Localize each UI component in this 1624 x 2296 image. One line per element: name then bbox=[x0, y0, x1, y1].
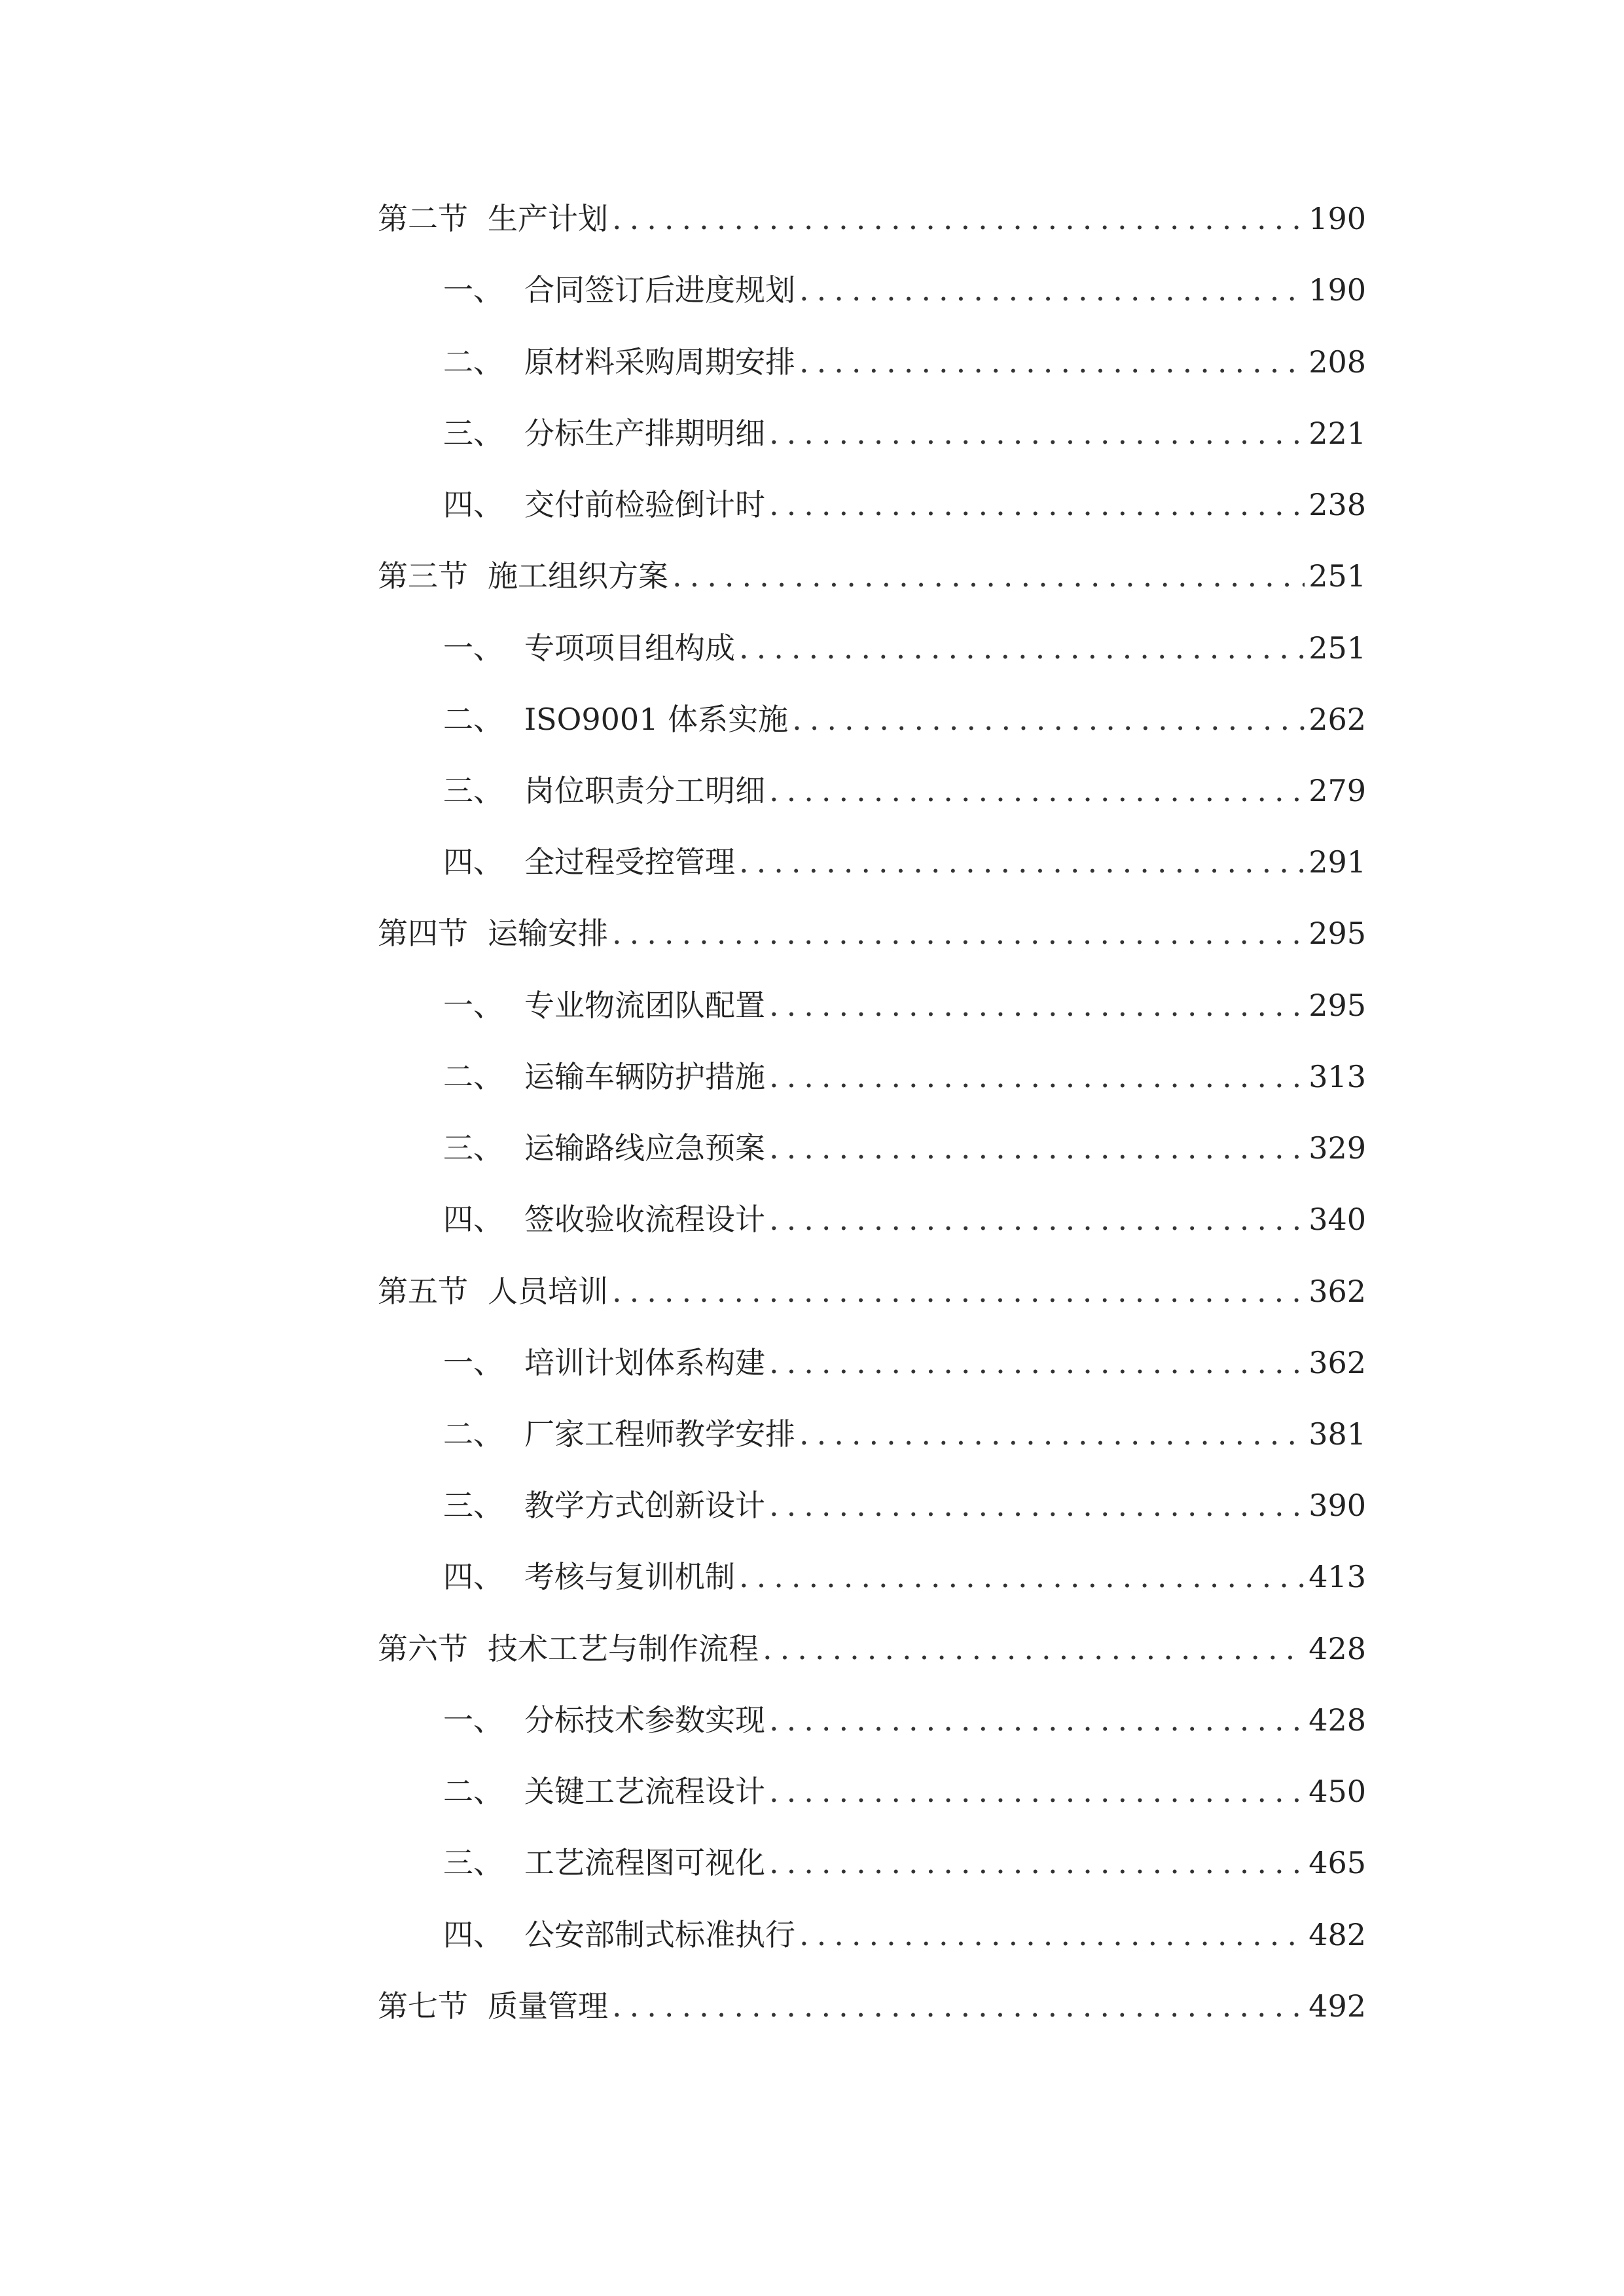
page-number: 362 bbox=[1308, 1345, 1366, 1380]
toc-subsection-entry[interactable] bbox=[443, 694, 1366, 744]
entry-title: 运输安排 bbox=[488, 916, 608, 951]
toc-subsection-entry[interactable] bbox=[443, 480, 1366, 529]
page-number: 362 bbox=[1308, 1274, 1366, 1309]
toc-subsection-entry[interactable] bbox=[443, 408, 1366, 458]
dot-leader bbox=[612, 1266, 1305, 1316]
entry-title: 施工组织方案 bbox=[488, 558, 668, 594]
subsection-number: 四、 bbox=[443, 487, 503, 522]
dot-leader bbox=[612, 908, 1305, 958]
page-number: 262 bbox=[1308, 702, 1366, 737]
entry-title: 全过程受控管理 bbox=[524, 844, 735, 880]
page-number: 465 bbox=[1308, 1845, 1366, 1880]
page-number: 251 bbox=[1308, 630, 1366, 666]
dot-leader bbox=[769, 1052, 1305, 1102]
entry-title: 质量管理 bbox=[488, 1988, 608, 2024]
subsection-number: 二、 bbox=[443, 1416, 503, 1452]
section-number: 第三节 bbox=[378, 558, 468, 594]
dot-leader bbox=[799, 265, 1305, 315]
toc-section-entry[interactable] bbox=[378, 194, 1366, 243]
toc-subsection-entry[interactable] bbox=[443, 1052, 1366, 1102]
page-number: 329 bbox=[1308, 1130, 1366, 1166]
dot-leader bbox=[612, 194, 1305, 243]
entry-title: 分标生产排期明细 bbox=[524, 416, 765, 451]
entry-title: 公安部制式标准执行 bbox=[524, 1917, 795, 1952]
section-number: 第七节 bbox=[378, 1988, 468, 2024]
subsection-number: 一、 bbox=[443, 1702, 503, 1738]
toc-subsection-entry[interactable] bbox=[443, 1480, 1366, 1530]
page-number: 190 bbox=[1308, 201, 1366, 236]
toc-section-entry[interactable] bbox=[378, 1266, 1366, 1316]
section-number: 第二节 bbox=[378, 201, 468, 236]
page-number: 295 bbox=[1308, 916, 1366, 951]
subsection-number: 三、 bbox=[443, 1130, 503, 1166]
toc-subsection-entry[interactable] bbox=[443, 766, 1366, 816]
toc-subsection-entry[interactable] bbox=[443, 1409, 1366, 1459]
entry-title: 关键工艺流程设计 bbox=[524, 1774, 765, 1809]
subsection-number: 一、 bbox=[443, 272, 503, 308]
entry-title: 运输车辆防护措施 bbox=[524, 1059, 765, 1094]
page-number: 428 bbox=[1308, 1631, 1366, 1666]
page-number: 221 bbox=[1308, 416, 1366, 451]
subsection-number: 三、 bbox=[443, 1488, 503, 1523]
toc-section-entry[interactable] bbox=[378, 1624, 1366, 1674]
toc-subsection-entry[interactable] bbox=[443, 980, 1366, 1030]
page-number: 428 bbox=[1308, 1702, 1366, 1738]
dot-leader bbox=[763, 1624, 1305, 1674]
section-number: 第五节 bbox=[378, 1274, 468, 1309]
subsection-number: 三、 bbox=[443, 773, 503, 808]
page-number: 238 bbox=[1308, 487, 1366, 522]
page-number: 340 bbox=[1308, 1202, 1366, 1237]
dot-leader bbox=[799, 337, 1305, 387]
page-number: 482 bbox=[1308, 1917, 1366, 1952]
entry-title: 教学方式创新设计 bbox=[524, 1488, 765, 1523]
toc-subsection-entry[interactable] bbox=[443, 337, 1366, 387]
toc-subsection-entry[interactable] bbox=[443, 837, 1366, 887]
dot-leader bbox=[799, 1910, 1305, 1960]
page-number: 190 bbox=[1308, 272, 1366, 308]
dot-leader bbox=[769, 1123, 1305, 1173]
subsection-number: 一、 bbox=[443, 1345, 503, 1380]
page-number: 492 bbox=[1308, 1988, 1366, 2024]
toc-subsection-entry[interactable] bbox=[443, 623, 1366, 673]
subsection-number: 四、 bbox=[443, 1559, 503, 1594]
entry-title: 岗位职责分工明细 bbox=[524, 773, 765, 808]
entry-title: 签收验收流程设计 bbox=[524, 1202, 765, 1237]
subsection-number: 四、 bbox=[443, 1917, 503, 1952]
toc-section-entry[interactable] bbox=[378, 1981, 1366, 2031]
toc-subsection-entry[interactable] bbox=[443, 1910, 1366, 1960]
entry-title: 专业物流团队配置 bbox=[524, 988, 765, 1023]
dot-leader bbox=[769, 1480, 1305, 1530]
subsection-number: 二、 bbox=[443, 1059, 503, 1094]
subsection-number: 二、 bbox=[443, 344, 503, 380]
page-number: 251 bbox=[1308, 558, 1366, 594]
dot-leader bbox=[672, 551, 1305, 601]
subsection-number: 四、 bbox=[443, 844, 503, 880]
toc-subsection-entry[interactable] bbox=[443, 1123, 1366, 1173]
page-number: 381 bbox=[1308, 1416, 1366, 1452]
toc-section-entry[interactable] bbox=[378, 551, 1366, 601]
dot-leader bbox=[769, 1194, 1305, 1244]
subsection-number: 一、 bbox=[443, 988, 503, 1023]
page-number: 291 bbox=[1308, 844, 1366, 880]
entry-title: 生产计划 bbox=[488, 201, 608, 236]
dot-leader bbox=[612, 1981, 1305, 2031]
entry-title: 交付前检验倒计时 bbox=[524, 487, 765, 522]
toc-subsection-entry[interactable] bbox=[443, 1552, 1366, 1602]
toc-subsection-entry[interactable] bbox=[443, 1338, 1366, 1388]
entry-title: 考核与复训机制 bbox=[524, 1559, 735, 1594]
entry-title: 专项项目组构成 bbox=[524, 630, 735, 666]
entry-title: 人员培训 bbox=[488, 1274, 608, 1309]
page-number: 390 bbox=[1308, 1488, 1366, 1523]
entry-title: 原材料采购周期安排 bbox=[524, 344, 795, 380]
dot-leader bbox=[769, 1767, 1305, 1816]
dot-leader bbox=[769, 1838, 1305, 1888]
dot-leader bbox=[769, 408, 1305, 458]
dot-leader bbox=[799, 1409, 1305, 1459]
page-number: 208 bbox=[1308, 344, 1366, 380]
dot-leader bbox=[739, 837, 1305, 887]
dot-leader bbox=[739, 1552, 1305, 1602]
subsection-number: 一、 bbox=[443, 630, 503, 666]
entry-title: ISO9001 体系实施 bbox=[524, 702, 789, 737]
dot-leader bbox=[769, 980, 1305, 1030]
dot-leader bbox=[769, 480, 1305, 529]
toc-subsection-entry[interactable] bbox=[443, 1838, 1366, 1888]
toc-section-entry[interactable] bbox=[378, 908, 1366, 958]
dot-leader bbox=[769, 766, 1305, 816]
entry-title: 运输路线应急预案 bbox=[524, 1130, 765, 1166]
entry-title: 培训计划体系构建 bbox=[524, 1345, 765, 1380]
page-number: 313 bbox=[1308, 1059, 1366, 1094]
entry-title: 工艺流程图可视化 bbox=[524, 1845, 765, 1880]
page-number: 413 bbox=[1308, 1559, 1366, 1594]
entry-title: 技术工艺与制作流程 bbox=[488, 1631, 759, 1666]
section-number: 第四节 bbox=[378, 916, 468, 951]
page-number: 279 bbox=[1308, 773, 1366, 808]
entry-title: 厂家工程师教学安排 bbox=[524, 1416, 795, 1452]
subsection-number: 三、 bbox=[443, 1845, 503, 1880]
dot-leader bbox=[769, 1695, 1305, 1745]
subsection-number: 二、 bbox=[443, 1774, 503, 1809]
dot-leader bbox=[769, 1338, 1305, 1388]
page-number: 450 bbox=[1308, 1774, 1366, 1809]
page-number: 295 bbox=[1308, 988, 1366, 1023]
toc-subsection-entry[interactable] bbox=[443, 1194, 1366, 1244]
subsection-number: 二、 bbox=[443, 702, 503, 737]
dot-leader bbox=[792, 694, 1305, 744]
toc-subsection-entry[interactable] bbox=[443, 265, 1366, 315]
entry-title: 合同签订后进度规划 bbox=[524, 272, 795, 308]
toc-subsection-entry[interactable] bbox=[443, 1695, 1366, 1745]
subsection-number: 四、 bbox=[443, 1202, 503, 1237]
entry-title: 分标技术参数实现 bbox=[524, 1702, 765, 1738]
section-number: 第六节 bbox=[378, 1631, 468, 1666]
toc-subsection-entry[interactable] bbox=[443, 1767, 1366, 1816]
dot-leader bbox=[739, 623, 1305, 673]
subsection-number: 三、 bbox=[443, 416, 503, 451]
